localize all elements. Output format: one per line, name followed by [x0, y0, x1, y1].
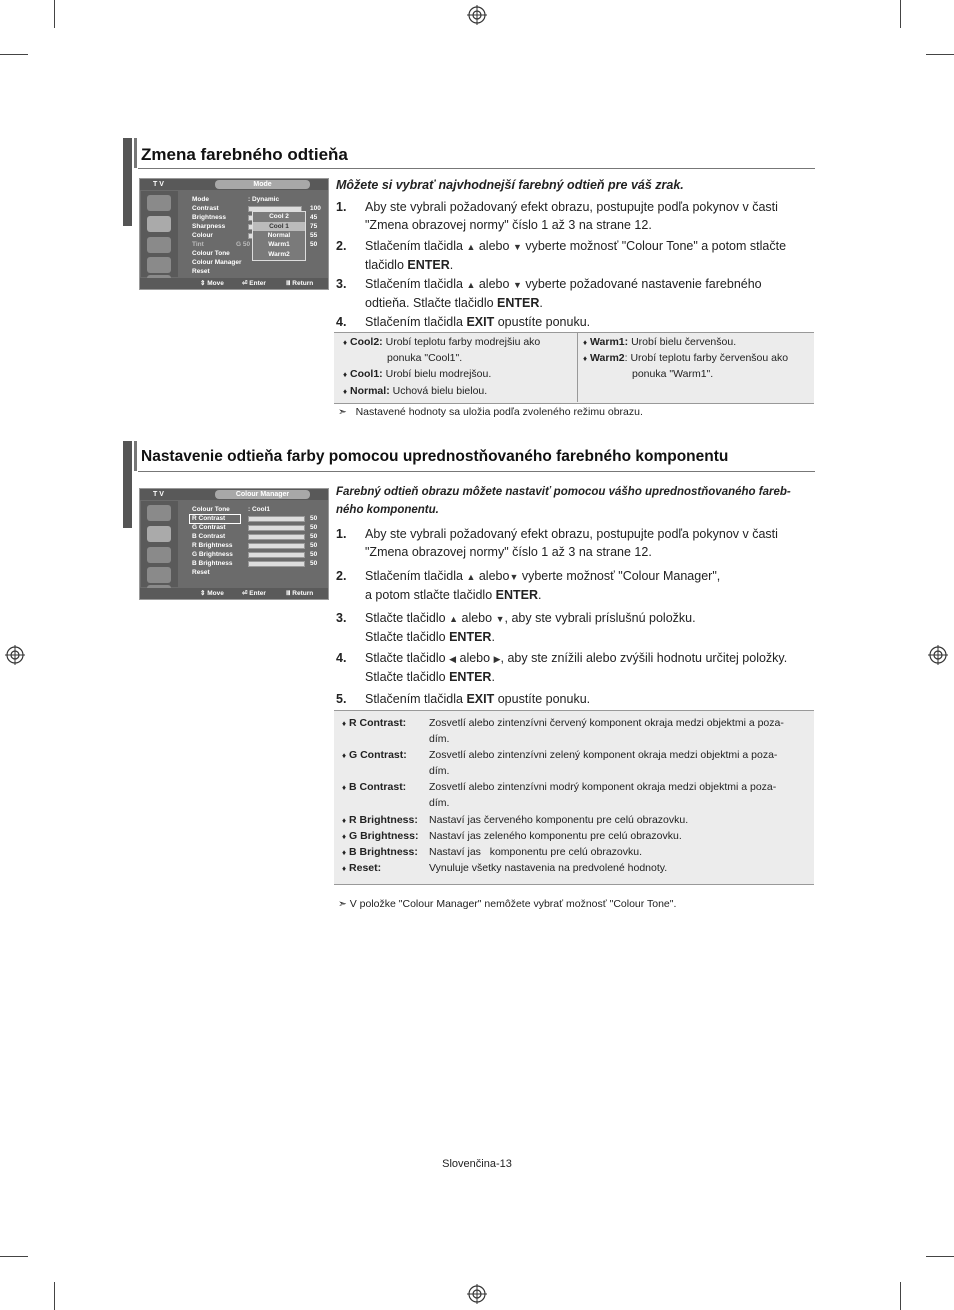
return-hint: Ⅲ Return [286, 280, 314, 287]
section-title: Zmena farebného odtieňa [141, 145, 348, 164]
tv-menu-item: G Contrast [192, 524, 226, 531]
tv-slider [248, 561, 305, 567]
step-number: 4. [336, 315, 347, 329]
tv-menu-sidebar [141, 501, 178, 587]
option-normal: ♦ Normal: Uchová bielu bielou. [343, 385, 488, 397]
step-text: vyberte možnosť "Colour Tone" a potom stlačte [525, 239, 787, 253]
step-text: , aby ste vybrali príslušnú položku. [504, 611, 696, 625]
enter-key-label: ENTER [449, 670, 492, 684]
option-g-brightness-desc: Nastaví jas zeleného komponentu pre celú obrazovku. [429, 830, 682, 842]
step-text: Stlačte tlačidlo [365, 630, 450, 644]
tv-value: 55 [310, 232, 318, 239]
registration-mark-icon [5, 645, 25, 665]
exit-key-label: EXIT [466, 692, 495, 706]
step-text: Stlačte tlačidlo [365, 670, 450, 684]
crop-mark [0, 54, 28, 55]
step-text: . [491, 670, 495, 684]
tv-menu-item: Colour Tone [192, 506, 230, 513]
registration-mark-icon [467, 1284, 487, 1304]
enter-key-label: ENTER [495, 588, 538, 602]
tv-menu-screenshot [139, 488, 329, 600]
tv-menu-item: Brightness [192, 214, 226, 221]
step-number: 5. [336, 692, 347, 706]
exit-key-label: EXIT [466, 315, 495, 329]
step-text: Stlačením tlačidla [365, 569, 463, 583]
section-intro: Môžete si vybrať najvhodnejší farebný odtieň pre váš zrak. [336, 178, 684, 192]
step-text: alebo [478, 569, 510, 583]
tv-slider [248, 525, 305, 531]
section-rule [138, 168, 815, 169]
tv-menu-item: B Brightness [192, 560, 233, 567]
tv-menu-item: R Contrast [192, 515, 226, 522]
step-text: . [538, 588, 542, 602]
step-text: . [449, 258, 454, 272]
tv-menu-item: Reset [192, 569, 210, 576]
step-text: Aby ste vybrali požadovaný efekt obrazu, postupujte podľa pokynov v časti [365, 200, 778, 214]
note [338, 896, 676, 912]
step-text: Aby ste vybrali požadovaný efekt obrazu, postupujte podľa pokynov v časti [365, 527, 778, 541]
step-number: 2. [336, 569, 347, 583]
option-reset: ♦ Reset: [342, 862, 382, 874]
tv-menu-item: Colour Manager [192, 259, 242, 266]
note [338, 404, 643, 420]
section-rule [138, 471, 815, 472]
tv-value: 50 [310, 515, 318, 522]
up-arrow-icon: ▲ [449, 614, 459, 624]
option-warm2-cont: ponuka "Warm1". [632, 368, 714, 380]
tv-slider [248, 534, 305, 540]
sound-icon [147, 237, 171, 253]
channel-icon [147, 257, 171, 273]
tv-menu-sidebar [141, 191, 178, 277]
sound-icon [147, 547, 171, 563]
dropdown-option: Cool 2 [269, 213, 289, 220]
step-text: Stlačením tlačidla [365, 239, 463, 253]
tv-menu-title: Mode [215, 180, 310, 189]
enter-hint: ⏎ Enter [242, 280, 266, 287]
section-marker [123, 441, 132, 528]
tv-value: 75 [310, 223, 318, 230]
tv-value: 50 [310, 241, 318, 248]
step-text: . [491, 630, 495, 644]
tv-mode-value: : Dynamic [248, 196, 280, 203]
option-r-contrast-desc: Zosvetlí alebo zintenzívni červený komponent okraja medzi objektmi a poza- [429, 717, 784, 729]
tv-menu-footer [140, 588, 328, 599]
input-icon [147, 505, 171, 521]
move-hint: ⇕ Move [200, 590, 224, 597]
dropdown-option: Normal [267, 232, 291, 239]
enter-key-label: ENTER [497, 296, 540, 310]
tv-value: 50 [310, 542, 318, 549]
option-r-brightness: ♦ R Brightness: [342, 814, 418, 826]
tv-menu-item: Colour [192, 232, 213, 239]
tv-value: 100 [310, 205, 321, 212]
colour-tone-dropdown [252, 211, 306, 261]
option-g-contrast-desc: Zosvetlí alebo zintenzívni zelený komponent okraja medzi objektmi a poza- [429, 749, 778, 761]
crop-mark [926, 54, 954, 55]
up-arrow-icon: ▲ [466, 242, 476, 252]
step-text: Stlačte tlačidlo [365, 651, 446, 665]
registration-mark-icon [467, 5, 487, 25]
tv-value: 50 [310, 533, 318, 540]
step-text: Stlačením tlačidla [365, 277, 463, 291]
step-text: "Zmena obrazovej normy" číslo 1 až 3 na strane 12. [365, 218, 652, 232]
tv-menu-screenshot [139, 178, 329, 290]
section-title: Nastavenie odtieňa farby pomocou uprednostňovaného farebného komponentu [141, 448, 729, 465]
crop-mark [0, 1256, 28, 1257]
step-text: odtieňa. Stlačte tlačidlo [365, 296, 498, 310]
up-arrow-icon: ▲ [466, 572, 476, 582]
right-arrow-icon: ▶ [493, 654, 501, 664]
tv-menu-item: G Brightness [192, 551, 233, 558]
note-text: Nastavené hodnoty sa uložia podľa zvoleného režimu obrazu. [355, 406, 643, 418]
section-marker [134, 138, 137, 168]
step-text: alebo [478, 277, 510, 291]
option-cool2: ♦ Cool2: Urobí teplotu farby modrejšiu ako [343, 336, 541, 348]
page-footer: Slovenčina-13 [442, 1158, 512, 1170]
left-arrow-icon: ◀ [449, 654, 457, 664]
picture-icon [147, 216, 171, 232]
option-b-brightness-desc: Nastaví jas komponentu pre celú obrazovku. [429, 846, 643, 858]
step-number: 2. [336, 239, 347, 253]
tv-tone-value: : Cool1 [248, 506, 271, 513]
enter-hint: ⏎ Enter [242, 590, 266, 597]
step-text: Stlačením tlačidla [365, 692, 467, 706]
option-warm2: ♦ Warm2: Urobí teplotu farby červenšou ako [583, 352, 789, 364]
dropdown-option: Warm2 [268, 251, 290, 258]
step-text: vyberte možnosť "Colour Manager", [521, 569, 721, 583]
option-b-contrast-desc: Zosvetlí alebo zintenzívni modrý komponent okraja medzi objektmi a poza- [429, 781, 777, 793]
tv-menu-item: Reset [192, 268, 210, 275]
option-g-contrast: ♦ G Contrast: [342, 749, 407, 761]
crop-mark [900, 0, 901, 28]
channel-icon [147, 567, 171, 583]
step-number: 4. [336, 651, 347, 665]
note-text: V položke "Colour Manager" nemôžete vybrať možnosť "Colour Tone". [349, 898, 677, 910]
step-number: 1. [336, 527, 347, 541]
option-b-contrast: ♦ B Contrast: [342, 781, 407, 793]
tv-slider [248, 552, 305, 558]
option-cool2-cont: ponuka "Cool1". [387, 352, 463, 364]
option-cool1: ♦ Cool1: Urobí bielu modrejšou. [343, 368, 492, 380]
option-b-contrast-desc2: dím. [429, 797, 450, 809]
down-arrow-icon: ▼ [509, 572, 519, 582]
option-g-contrast-desc2: dím. [429, 765, 450, 777]
crop-mark [54, 1282, 55, 1310]
tv-menu-title: Colour Manager [215, 490, 310, 499]
note-arrow-icon: ➣ [338, 406, 347, 418]
step-text: . [539, 296, 543, 310]
step-text: Stlačte tlačidlo [365, 611, 446, 625]
step-text: vyberte požadované nastavenie farebného [525, 277, 762, 291]
tv-value: 50 [310, 560, 318, 567]
step-number: 3. [336, 277, 347, 291]
section-marker [123, 138, 132, 226]
section-intro: Farebný odtieň obrazu môžete nastaviť pomocou vášho uprednostňovaného fareb- ného komponentu. [336, 486, 791, 516]
tv-value: 45 [310, 214, 318, 221]
tv-slider [248, 543, 305, 549]
tv-menu-footer [140, 278, 328, 289]
input-icon [147, 195, 171, 211]
tv-label: T V [153, 181, 164, 188]
tv-value: 50 [310, 551, 318, 558]
tv-tint-value: G 50 [236, 241, 251, 248]
tv-label: T V [153, 491, 164, 498]
tv-menu-item: R Brightness [192, 542, 233, 549]
down-arrow-icon: ▼ [495, 614, 505, 624]
option-r-brightness-desc: Nastaví jas červeného komponentu pre celú obrazovku. [429, 814, 689, 826]
option-g-brightness: ♦ G Brightness: [342, 830, 419, 842]
step-text: "Zmena obrazovej normy" číslo 1 až 3 na strane 12. [365, 545, 652, 559]
tv-menu-item: B Contrast [192, 533, 226, 540]
option-r-contrast-desc2: dím. [429, 733, 450, 745]
option-warm1: ♦ Warm1: Urobí bielu červenšou. [583, 336, 737, 348]
tv-menu-item: Sharpness [192, 223, 226, 230]
crop-mark [926, 1256, 954, 1257]
box-divider [577, 333, 578, 402]
step-text: opustíte ponuku. [494, 315, 591, 329]
crop-mark [54, 0, 55, 28]
option-r-contrast: ♦ R Contrast: [342, 717, 407, 729]
tv-menu-item: Mode [192, 196, 209, 203]
tv-menu-item: Colour Tone [192, 250, 230, 257]
tv-menu-item: Tint [192, 241, 204, 248]
move-hint: ⇕ Move [200, 280, 224, 287]
up-arrow-icon: ▲ [466, 280, 476, 290]
step-number: 3. [336, 611, 347, 625]
tv-value: 50 [310, 524, 318, 531]
registration-mark-icon [928, 645, 948, 665]
crop-mark [900, 1282, 901, 1310]
step-number: 1. [336, 200, 347, 214]
option-reset-desc: Vynuluje všetky nastavenia na predvolené hodnoty. [429, 862, 668, 874]
down-arrow-icon: ▼ [512, 280, 522, 290]
step-text: alebo [459, 651, 491, 665]
tv-slider [248, 516, 305, 522]
step-text: opustíte ponuku. [494, 692, 591, 706]
enter-key-label: ENTER [407, 258, 450, 272]
note-arrow-icon: ➣ [338, 898, 347, 910]
step-text: Stlačením tlačidla [365, 315, 467, 329]
dropdown-option: Cool 1 [253, 222, 305, 231]
dropdown-option: Warm1 [268, 241, 290, 248]
step-text: alebo [478, 239, 510, 253]
section-marker [134, 441, 137, 471]
tv-menu-item: Contrast [192, 205, 219, 212]
step-text: alebo [461, 611, 493, 625]
step-text: , aby ste znížili alebo zvýšili hodnotu určitej položky. [500, 651, 788, 665]
step-text: tlačidlo [365, 258, 408, 272]
picture-icon [147, 526, 171, 542]
option-b-brightness: ♦ B Brightness: [342, 846, 418, 858]
step-text: a potom stlačte tlačidlo [365, 588, 496, 602]
down-arrow-icon: ▼ [512, 242, 522, 252]
return-hint: Ⅲ Return [286, 590, 314, 597]
enter-key-label: ENTER [449, 630, 492, 644]
